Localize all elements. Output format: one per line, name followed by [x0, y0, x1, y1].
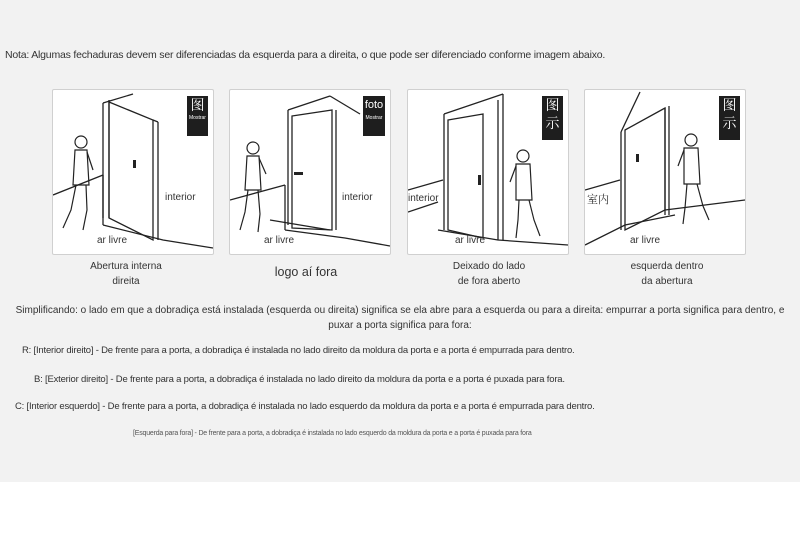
door-diagram-left-outside: [407, 89, 569, 255]
badge-icon: foto Mostrar: [363, 96, 385, 136]
note-text: Nota: Algumas fechaduras devem ser diferenciadas da esquerda para a direita, o que pode ser diferenciado conforme imagem abaixo.: [5, 49, 606, 61]
badge-icon: 图 示: [542, 96, 563, 140]
explanation-r: R: [Interior direito] - De frente para a porta, a dobradiça é instalada no lado direito da moldura da porta e a porta é empurrada para dentro.: [22, 345, 575, 356]
badge-icon: 图 示: [719, 96, 740, 140]
caption-panel-4: esquerda dentro da abertura: [630, 261, 704, 287]
inside-label: interior: [342, 192, 373, 203]
summary-text: Simplificando: o lado em que a dobradiça está instalada (esquerda ou direita) significa se ela abre para a esquerda ou para a direita: empurrar a porta significa para dentro, e puxar a porta significa para fora:: [15, 305, 785, 331]
outside-label: ar livre: [97, 235, 128, 246]
outside-label: ar livre: [630, 235, 661, 246]
caption-panel-1: Abertura interna direita: [90, 261, 162, 287]
outside-label: ar livre: [455, 235, 486, 246]
caption-panel-3: Deixado do lado de fora aberto: [452, 261, 526, 287]
door-diagram-interior-right: [52, 89, 214, 255]
badge-icon: 图 Mostrar: [187, 96, 208, 136]
caption-panel-2: logo aí fora: [274, 265, 338, 279]
inside-label: interior: [165, 192, 196, 203]
explanation-c: C: [Interior esquerdo] - De frente para a porta, a dobradiça é instalada no lado esquerdo da moldura da porta e a porta é empurrada para dentro.: [15, 401, 595, 412]
explanation-b: B: [Exterior direito] - De frente para a porta, a dobradiça é instalada no lado direito da moldura da porta e a porta é puxada para fora.: [34, 374, 565, 385]
door-diagram-left-inside: [584, 89, 746, 255]
door-diagram-outside: [229, 89, 391, 255]
inside-label: 室内: [587, 194, 609, 206]
outside-label: ar livre: [264, 235, 295, 246]
explanation-d: [Esquerda para fora] - De frente para a porta, a dobradiça é instalada no lado esquerdo da moldura da porta e a porta é puxada para fora: [133, 430, 532, 437]
inside-label: interior: [408, 193, 439, 204]
